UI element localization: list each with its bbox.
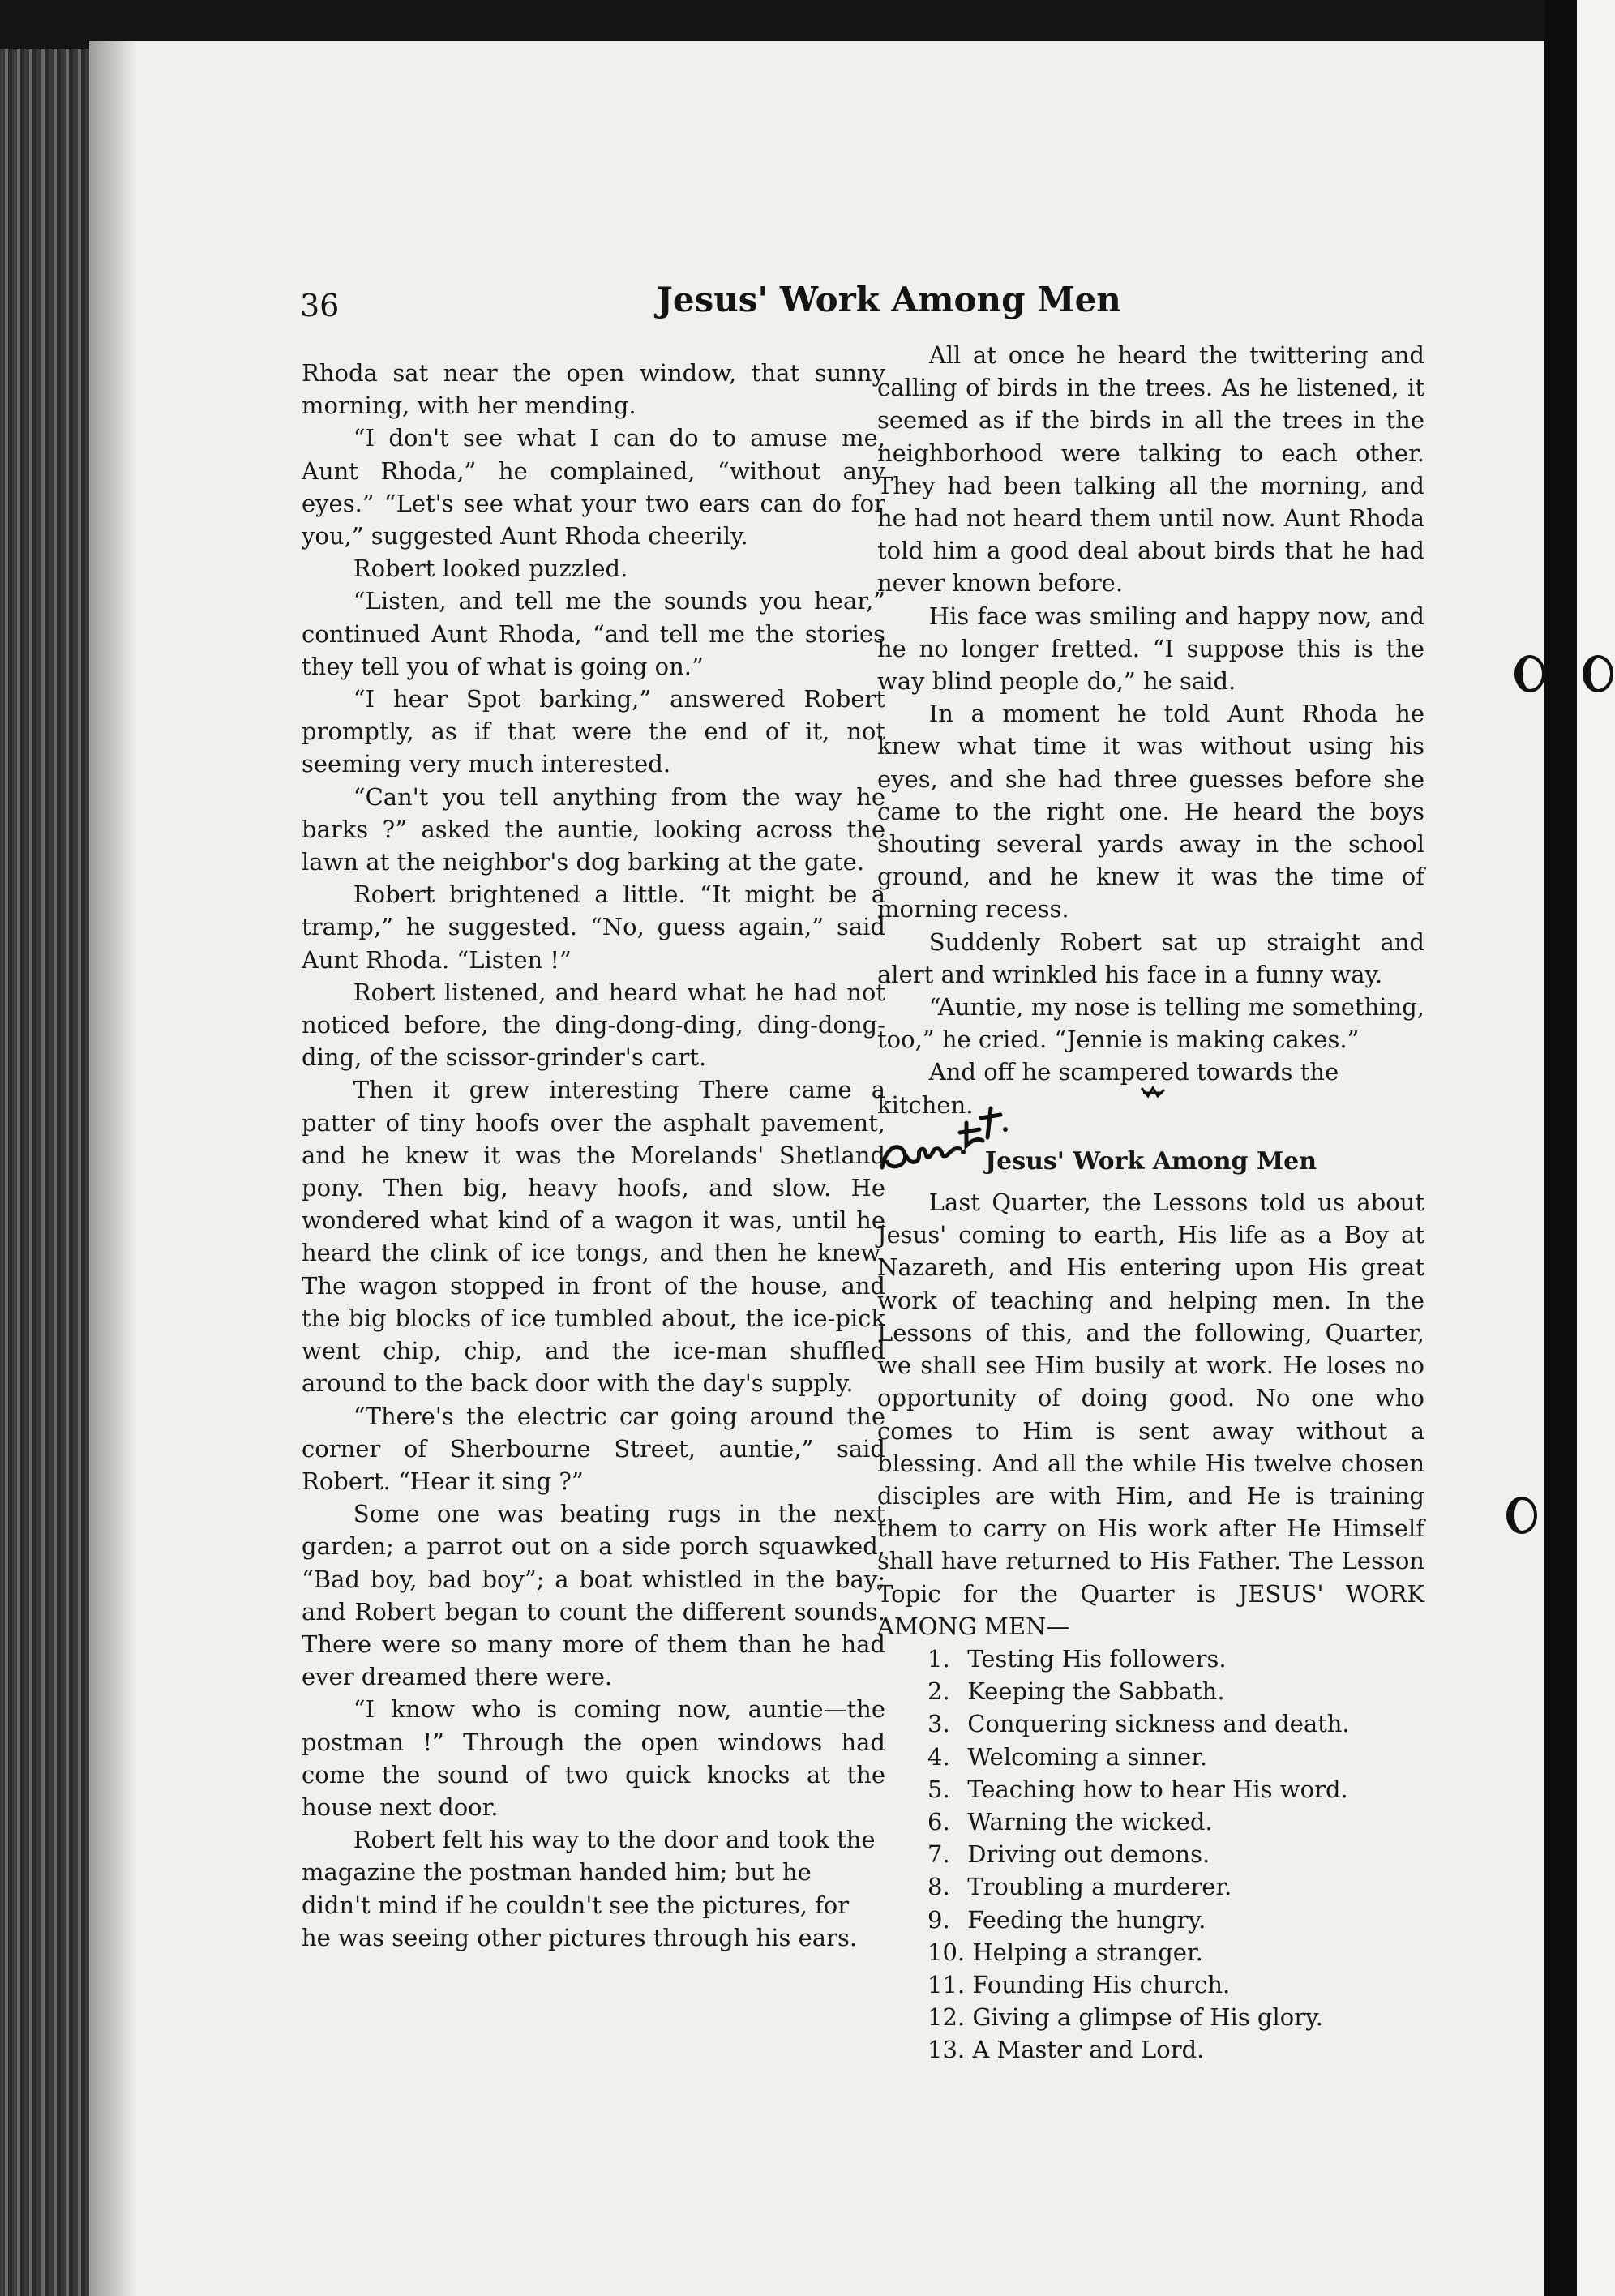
list-item: 6. Warning the wicked. <box>927 1807 1213 1836</box>
paragraph: Some one was beating rugs in the next garden; a parrot out on a side porch squawked, “Bad boy, bad boy”; a boat whistled in the bay; and Robert began to count the different sounds. There were so many more of them than he had ever dreamed there were. <box>302 1500 885 1691</box>
page-title: Jesus' Work Among Men <box>657 280 1121 319</box>
paragraph: And off he scampered towards the kitchen. <box>877 1058 1339 1119</box>
ink-mark-icon <box>1140 1083 1167 1099</box>
paragraph: “Can't you tell anything from the way he barks ?” asked the auntie, looking across the lawn at the neighbor's dog barking at the gate. <box>302 782 885 876</box>
list-item: 11. Founding His church. <box>927 1970 1231 1998</box>
paragraph: Robert brightened a little. “It might be a tramp,” he suggested. “No, guess again,” said Aunt Rhoda. “Listen !” <box>302 880 885 974</box>
paragraph: “I hear Spot barking,” answered Robert promptly, as if that were the end of it, not seeming very much interested. <box>302 685 885 778</box>
punch-hole-icon <box>1514 655 1545 692</box>
paragraph: Robert looked puzzled. <box>353 555 628 583</box>
paragraph: His face was smiling and happy now, and he no longer fretted. “I suppose this is the way blind people do,” he said. <box>877 602 1424 696</box>
list-item: 4. Welcoming a sinner. <box>927 1742 1208 1771</box>
running-head <box>300 280 1451 328</box>
punch-hole-icon <box>1583 655 1613 692</box>
paragraph: Robert felt his way to the door and took the magazine the postman handed him; but he didn't mind if he couldn't see the pictures, for he was seeing other pictures through his ears. <box>302 1826 876 1951</box>
paragraph: “Listen, and tell me the sounds you hear,” continued Aunt Rhoda, “and tell me the stories they tell you of what is going on.” <box>302 587 885 680</box>
right-shadow <box>1544 0 1577 2296</box>
handwriting-dot <box>961 1150 966 1154</box>
list-item: 9. Feeding the hungry. <box>927 1905 1206 1934</box>
paragraph: Rhoda sat near the open window, that sunny morning, with her mending. <box>302 359 885 420</box>
lesson-list <box>877 1643 1424 2067</box>
ink-stroke <box>1142 1088 1164 1096</box>
paragraph: Then it grew interesting There came a patter of tiny hoofs over the asphalt pavement, and he knew it was the Morelands' Shetland pony. Then big, heavy hoofs, and slow. He wondered what kind of a wagon it was, until he heard the clink of ice tongs, and then he knew. The wagon stopped in front of the house, and the big blocks of ice tumbled about, the ice-pick went chip, chip, and the ice-man shuffled around to the back door with the day's supply. <box>302 1076 885 1398</box>
handwriting-stroke <box>960 1108 1000 1146</box>
handwriting-stroke <box>882 1147 960 1167</box>
section-heading-text: Jesus' Work Among Men <box>984 1146 1317 1176</box>
paragraph: Robert listened, and heard what he had not noticed before, the ding-dong-ding, ding-dong-ding, of the scissor-grinder's cart. <box>302 978 885 1072</box>
list-item: 12. Giving a glimpse of His glory. <box>927 2003 1323 2032</box>
list-item: 1. Testing His followers. <box>927 1644 1227 1673</box>
right-column <box>877 339 1424 2067</box>
paragraph: In a moment he told Aunt Rhoda he knew what time it was without using his eyes, and she had three guesses before she came to the right one. He heard the boys shouting several yards away in the school ground, and he knew it was the time of morning recess. <box>877 700 1424 923</box>
paragraph: All at once he heard the twittering and calling of birds in the trees. As he listened, it seemed as if the birds in all the trees in the neighborhood were talking to each other. They had been talking all the morning, and he had not heard them until now. Aunt Rhoda told him a good deal about birds that he had never known before. <box>877 341 1424 598</box>
paragraph: “I don't see what I can do to amuse me, Aunt Rhoda,” he complained, “without any eyes.” “Let's see what your two ears can do for you,” suggested Aunt Rhoda cheerily. <box>302 424 885 550</box>
paragraph: Suddenly Robert sat up straight and alert and wrinkled his face in a funny way. <box>877 927 1424 988</box>
list-item: 7. Driving out demons. <box>927 1840 1210 1869</box>
list-item: 13. A Master and Lord. <box>927 2036 1205 2064</box>
left-column <box>302 357 885 1954</box>
paragraph: “Auntie, my nose is telling me something, too,” he cried. “Jennie is making cakes.” <box>877 993 1424 1054</box>
punch-hole-icon <box>1506 1497 1537 1534</box>
list-item: 8. Troubling a murderer. <box>927 1873 1232 1901</box>
page-number: 36 <box>300 288 340 323</box>
list-item: 5. Teaching how to hear His word. <box>927 1775 1348 1803</box>
list-item: 2. Keeping the Sabbath. <box>927 1677 1225 1706</box>
next-page-strip <box>1577 0 1615 2296</box>
handwritten-note <box>876 1090 1038 1180</box>
section-intro: Last Quarter, the Lessons told us about Jesus' coming to earth, His life as a Boy at Nazareth, and His entering upon His great work of teaching and helping men. In the Lessons of this, and the following, Quarter, we shall see Him busily at work. He loses no opportunity of doing good. No one who comes to Him is sent away without a blessing. And all the while His twelve chosen disciples are with Him, and He is training them to carry on His work after He Himself shall have returned to His Father. The Lesson Topic for the Quarter is JESUS' WORK AMONG MEN— <box>877 1189 1424 1640</box>
gutter-shadow <box>89 41 138 2296</box>
handwriting-dot <box>1003 1127 1008 1132</box>
paragraph: “I know who is coming now, auntie—the postman !” Through the open windows had come the sound of two quick knocks at the house next door. <box>302 1695 885 1821</box>
list-item: 3. Conquering sickness and death. <box>927 1710 1350 1738</box>
paragraph: “There's the electric car going around the corner of Sherbourne Street, auntie,” said Robert. “Hear it sing ?” <box>302 1402 885 1495</box>
list-item: 10. Helping a stranger. <box>927 1938 1203 1966</box>
book-page-edges <box>0 49 89 2296</box>
